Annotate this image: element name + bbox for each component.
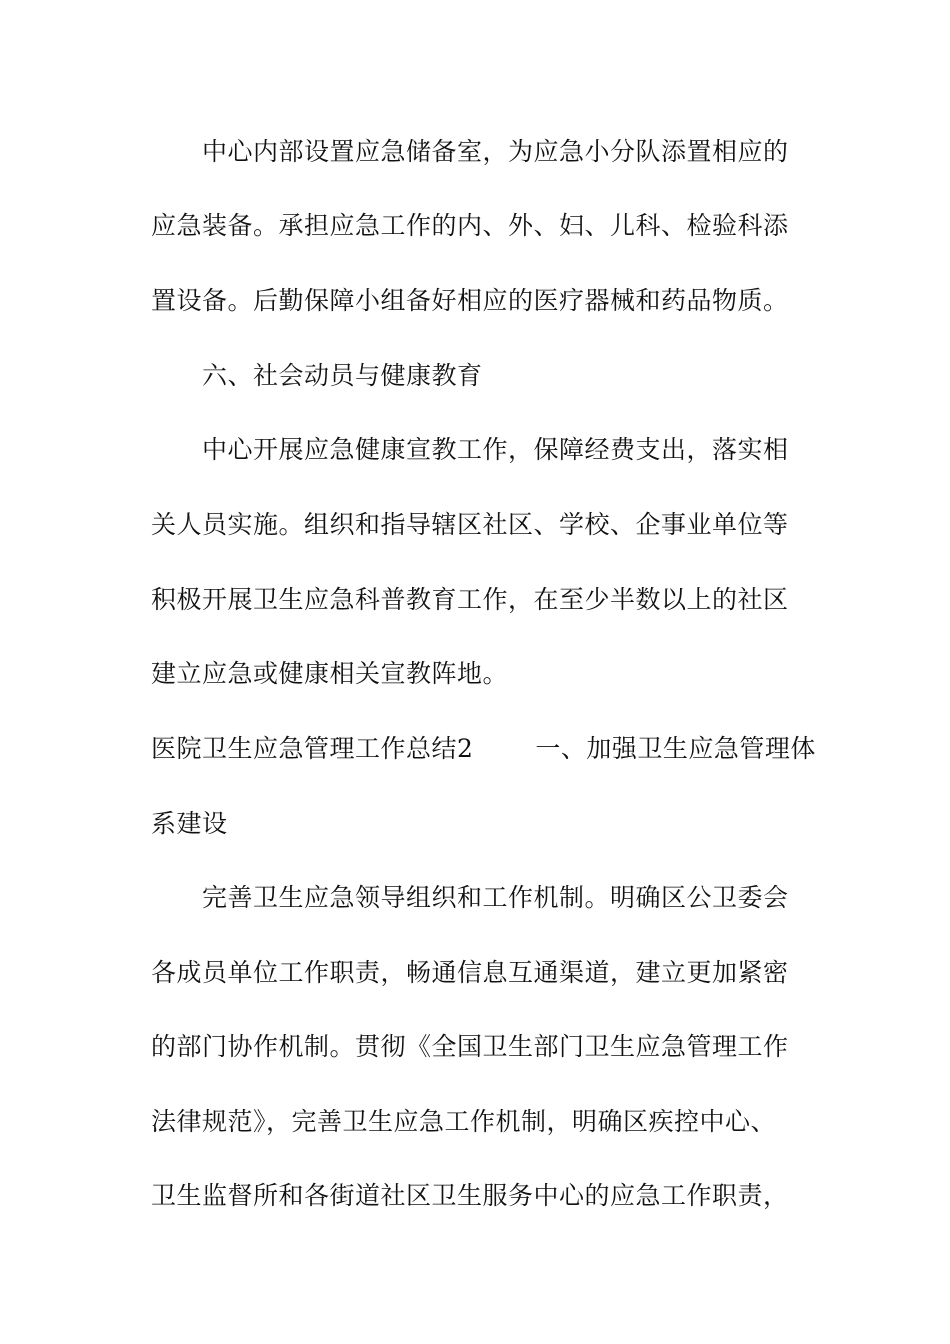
title-line [151, 733, 816, 765]
section-heading: 一、加强卫生应急管理体 [535, 734, 816, 763]
paragraph-line: 的部门协作机制。贯彻《全国卫生部门卫生应急管理工作 [151, 1032, 789, 1061]
section-heading: 六、社会动员与健康教育 [202, 361, 483, 390]
paragraph-line: 各成员单位工作职责，畅通信息互通渠道，建立更加紧密 [151, 958, 789, 987]
paragraph-line: 置设备。后勤保障小组备好相应的医疗器械和药品物质。 [151, 286, 789, 315]
paragraph-line: 关人员实施。组织和指导辖区社区、学校、企事业单位等 [151, 510, 789, 539]
paragraph-line: 完善卫生应急领导组织和工作机制。明确区公卫委会 [202, 883, 789, 912]
paragraph-line: 积极开展卫生应急科普教育工作，在至少半数以上的社区 [151, 585, 789, 614]
paragraph-line: 应急装备。承担应急工作的内、外、妇、儿科、检验科添 [151, 211, 789, 240]
document-title: 医院卫生应急管理工作总结2 [151, 734, 474, 763]
section-heading-continued: 系建设 [151, 809, 228, 838]
paragraph-line: 建立应急或健康相关宣教阵地。 [151, 659, 509, 688]
paragraph-line: 卫生监督所和各街道社区卫生服务中心的应急工作职责， [151, 1181, 789, 1210]
paragraph-line: 法律规范》，完善卫生应急工作机制，明确区疾控中心、 [151, 1107, 777, 1136]
paragraph-line: 中心开展应急健康宣教工作，保障经费支出，落实相 [202, 435, 789, 464]
paragraph-line: 中心内部设置应急储备室，为应急小分队添置相应的 [202, 137, 789, 166]
